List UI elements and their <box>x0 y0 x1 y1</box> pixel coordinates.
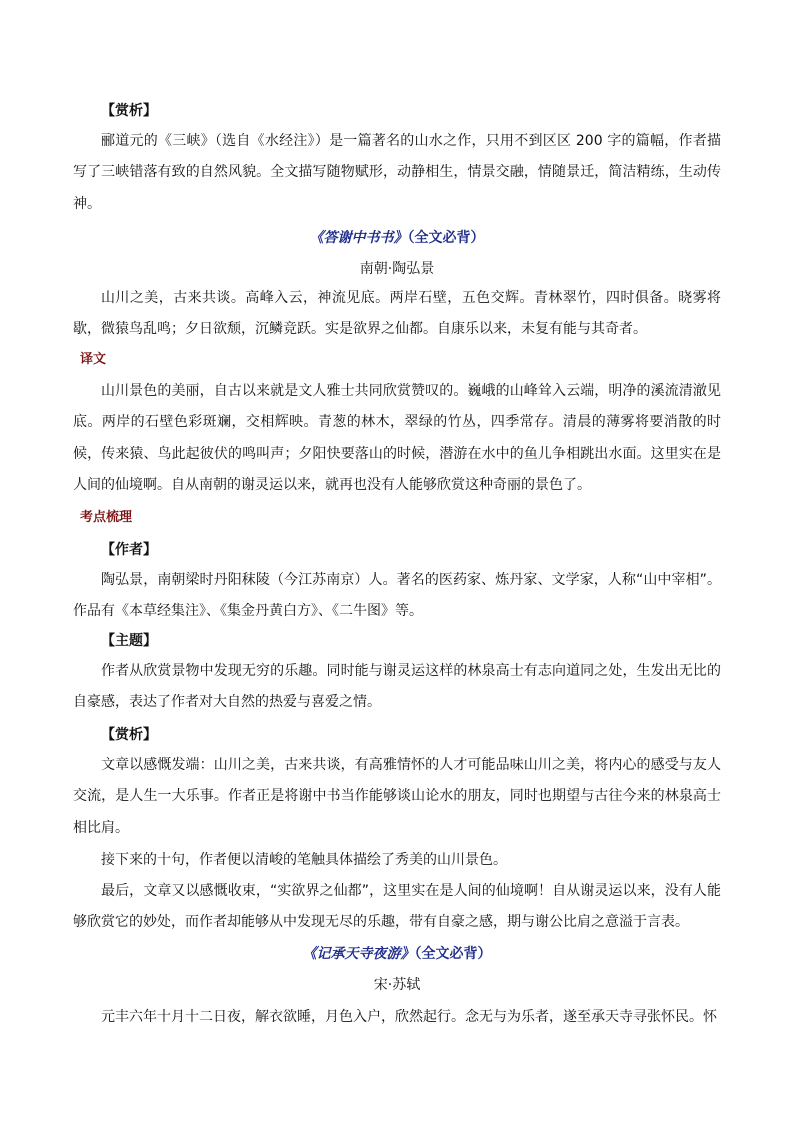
section-label-author: 【作者】 <box>101 542 157 558</box>
poem-title-note: （全文必背） <box>407 230 485 246</box>
translation-paragraph: 山川景色的美丽，自古以来就是文人雅士共同欣赏赞叹的。巍峨的山峰耸入云端，明净的溪流清澈见底。两岸的石壁色彩斑斓，交相辉映。青葱的林木，翠绿的竹丛，四季常存。清晨的薄雾将要消散的时候，传来猿、鸟此起彼伏的鸣叫声；夕阳快要落山的时候，潜游在水中的鱼儿争相跳出水面。这里实在是人间的仙境啊。自从南朝的谢灵运以来，就再也没有人能够欣赏这种奇丽的景色了。 <box>73 383 721 494</box>
poem2-title-text: 《记承天寺夜游》 <box>302 946 415 962</box>
appreciation-paragraph: 郦道元的《三峡》（选自《水经注》）是一篇著名的山水之作，只用不到区区 200 字的篇幅，作者描写了三峡错落有致的自然风貌。全文描写随物赋形，动静相生，情景交融，情随景迁，简洁精练，生动传神。 <box>73 133 721 212</box>
poem-title-text: 《答谢中书书》 <box>309 230 408 246</box>
theme-paragraph: 作者从欣赏景物中发现无穷的乐趣。同时能与谢灵运这样的林泉高士有志向道同之处，生发出无比的自豪感，表达了作者对大自然的热爱与喜爱之情。 <box>73 663 721 711</box>
poem-author: 南朝·陶弘景 <box>359 261 435 277</box>
poem-text: 山川之美，古来共谈。高峰入云，神流见底。两岸石壁，五色交辉。青林翠竹，四时俱备。晓雾将歇，微猿鸟乱鸣；夕日欲颓，沉鳞竞跃。实是欲界之仙都。自康乐以来，未复有能与其奇者。 <box>73 290 721 338</box>
poem-title-jcts <box>0 944 794 964</box>
section-label-appreciation: 【赏析】 <box>101 103 157 119</box>
author-paragraph: 陶弘景，南朝梁时丹阳秣陵（今江苏南京）人。著名的医药家、炼丹家、文学家，人称“山中宰相”。作品有《本草经集注》、《集金丹黄白方》、《二牛图》等。 <box>73 572 721 620</box>
appreciation-paragraph-2: 接下来的十句，作者便以清峻的笔触具体描绘了秀美的山川景色。 <box>101 852 507 868</box>
translation-label: 译文 <box>80 352 107 367</box>
appreciation-paragraph-3: 最后，文章又以感慨收束，“实欲界之仙都”，这里实在是人间的仙境啊！自从谢灵运以来，没有人能够欣赏它的妙处，而作者却能够从中发现无尽的乐趣，带有自豪之感，期与谢公比肩之意溢于言表。 <box>73 883 721 931</box>
exam-points-label: 考点梳理 <box>80 510 133 525</box>
poem2-text: 元丰六年十月十二日夜，解衣欲睡，月色入户，欣然起行。念无与为乐者，遂至承天寺寻张怀民。怀 <box>101 1009 717 1025</box>
section-label-theme: 【主题】 <box>101 633 157 649</box>
appreciation-paragraph-1: 文章以感慨发端：山川之美，古来共谈，有高雅情怀的人才可能品味山川之美，将内心的感受与友人交流，是人生一大乐事。作者正是将谢中书当作能够谈山论水的朋友，同时也期望与古往今来的林泉高士相比肩。 <box>73 757 721 836</box>
section-label-appreciation-2: 【赏析】 <box>101 727 157 743</box>
poem2-title-note: （全文必背） <box>414 946 492 962</box>
poem-title-dxzs <box>0 228 794 248</box>
poem2-author: 宋·苏轼 <box>373 977 421 993</box>
